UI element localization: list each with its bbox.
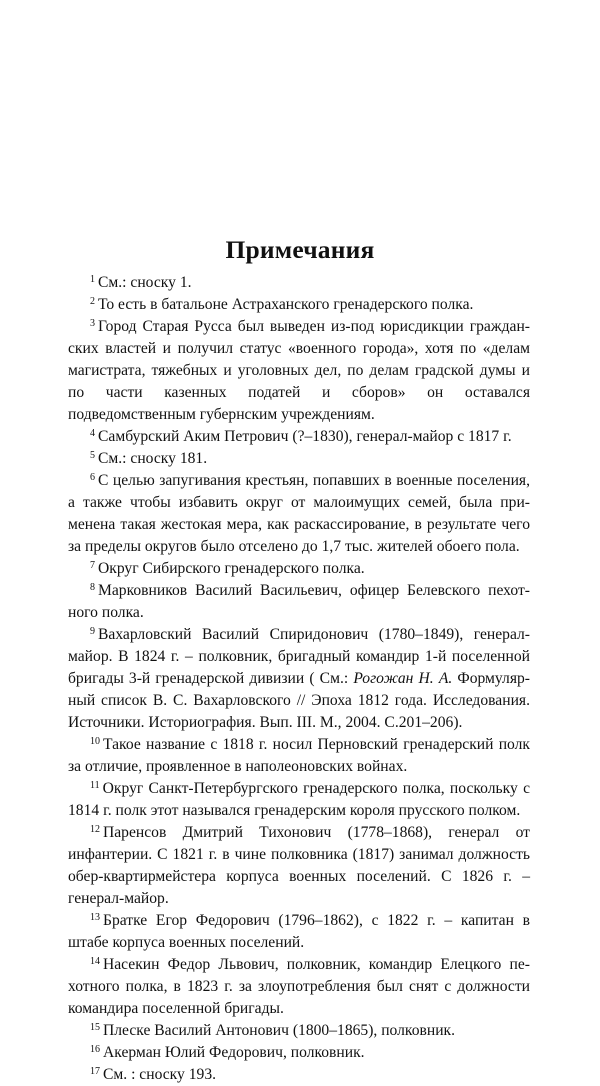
note-number: 17 bbox=[90, 1066, 100, 1077]
note-15 bbox=[68, 1020, 530, 1042]
note-12 bbox=[68, 822, 530, 910]
note-text: Формулярный список В. С. Вахарловского // Эпоха 1812 года. Исследования. Источники. Историография. Вып. III. М., 2004. С.201–206). bbox=[68, 670, 530, 731]
note-text: Акерман Юлий Федорович, полковник. bbox=[103, 1044, 365, 1061]
note-text: Плеске Василий Антонович (1800–1865), полковник. bbox=[103, 1022, 456, 1039]
note-number: 7 bbox=[90, 560, 95, 571]
note-text: То есть в батальоне Астраханского гренадерского полка. bbox=[98, 296, 474, 313]
note-author-italic: Рогожан Н. А. bbox=[353, 670, 453, 687]
note-text: Округ Сибирского гренадерского полка. bbox=[98, 560, 365, 577]
note-text: Округ Санкт-Петербургского гренадерского полка, поскольку с 1814 г. полк этот назывался гренадерским короля прусского полком. bbox=[68, 780, 530, 819]
note-text: См. : сноску 193. bbox=[103, 1066, 217, 1083]
note-13 bbox=[68, 910, 530, 954]
note-text: Братке Егор Федорович (1796–1862), с 1822 г. – капитан в штабе корпуса военных поселений. bbox=[68, 912, 530, 951]
note-4 bbox=[68, 426, 530, 448]
note-8 bbox=[68, 580, 530, 624]
note-text: Насекин Федор Львович, полковник, командир Елецкого пехотного полка, в 1823 г. за злоупотребления был снят с должности командира поселенной бригады. bbox=[68, 956, 530, 1017]
note-number: 4 bbox=[90, 428, 95, 439]
note-text: Город Старая Русса был выведен из-под юрисдикции гражданских властей и получил статус «военного города», хотя по «делам магистрата, тяжебных и уголовных дел, по делам градской думы и по части казенных податей и сборов» он оставался подведомственным губернским учреждениям. bbox=[68, 318, 530, 423]
note-16 bbox=[68, 1042, 530, 1064]
note-number: 14 bbox=[90, 956, 100, 967]
note-number: 2 bbox=[90, 296, 95, 307]
note-text: Такое название с 1818 г. носил Перновский гренадерский полк за отличие, проявленное в наполеоновских войнах. bbox=[68, 736, 530, 775]
note-number: 6 bbox=[90, 472, 95, 483]
note-6 bbox=[68, 470, 530, 558]
note-11 bbox=[68, 778, 530, 822]
note-number: 10 bbox=[90, 736, 100, 747]
note-text: Вахарловский Василий Спиридонович (1780–1849), генерал-майор. В 1824 г. – полковник, бригадный командир 1-й поселенной бригады 3-й гренадерской дивизии ( См.: bbox=[68, 626, 530, 687]
note-text: Самбурский Аким Петрович (?–1830), генерал-майор с 1817 г. bbox=[98, 428, 512, 445]
note-number: 13 bbox=[90, 912, 100, 923]
note-number: 11 bbox=[90, 780, 100, 791]
note-text: Марковников Василий Васильевич, офицер Белевского пехотного полка. bbox=[68, 582, 530, 621]
note-14 bbox=[68, 954, 530, 1020]
note-1 bbox=[68, 272, 530, 294]
note-3 bbox=[68, 316, 530, 426]
note-text: Паренсов Дмитрий Тихонович (1778–1868), генерал от инфантерии. С 1821 г. в чине полковника (1817) занимал должность обер-квартирмейстера корпуса военных поселений. С 1826 г. – генерал-майор. bbox=[68, 824, 530, 907]
note-9 bbox=[68, 624, 530, 734]
notes-list bbox=[68, 272, 530, 1086]
note-number: 5 bbox=[90, 450, 95, 461]
page-title: Примечания bbox=[225, 235, 375, 264]
note-number: 8 bbox=[90, 582, 95, 593]
note-text: С целью запугивания крестьян, попавших в военные поселения, а также чтобы избавить округ от малоимущих семей, была применена такая жестокая мера, как раскассирование, в результате чего за пределы округов было отселено до 1,7 тыс. жителей обоего пола. bbox=[68, 472, 530, 555]
note-number: 3 bbox=[90, 318, 95, 329]
note-number: 12 bbox=[90, 824, 100, 835]
note-number: 9 bbox=[90, 626, 95, 637]
note-text: См.: сноску 181. bbox=[98, 450, 208, 467]
note-17 bbox=[68, 1064, 530, 1086]
note-number: 1 bbox=[90, 274, 95, 285]
note-5 bbox=[68, 448, 530, 470]
note-number: 15 bbox=[90, 1022, 100, 1033]
note-2 bbox=[68, 294, 530, 316]
note-7 bbox=[68, 558, 530, 580]
note-number: 16 bbox=[90, 1044, 100, 1055]
note-10 bbox=[68, 734, 530, 778]
note-text: См.: сноску 1. bbox=[98, 274, 192, 291]
